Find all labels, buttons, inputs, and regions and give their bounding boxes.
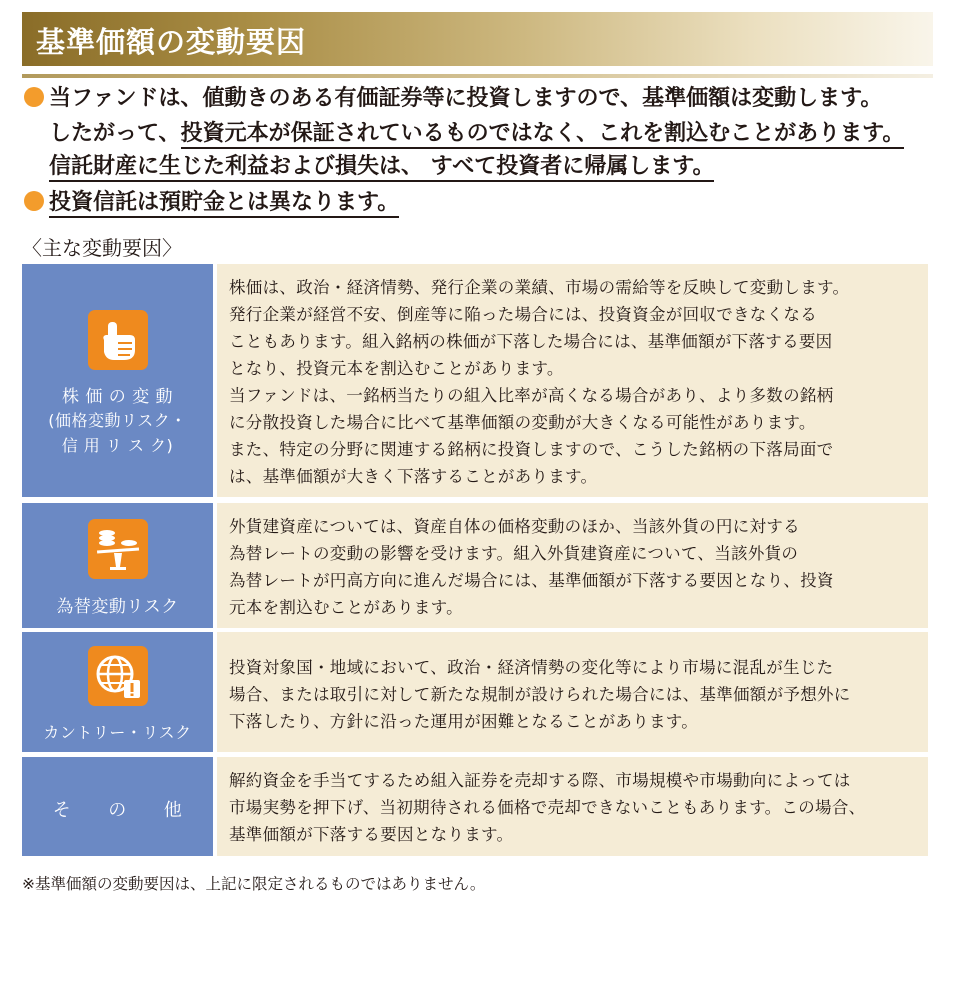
- risk-description-stock: 株価は、政治・経済情勢、発行企業の業績、市場の需給等を反映して変動します。 発行企業が経営不安、倒産等に陥った場合には、投資資金が回収できなくなる こともあります。組入銘柄の株価が下落した場合には、基準価額が下落する要因 となり、投資元本を割込むことがあります。 当ファンドは、一銘柄当たりの組入比率が高くなる場合があり、より多数の銘柄 に分散投資した場合に比べて基準価額の変動が大きくなる可能性があります。 また、特定の分野に関連する銘柄に投資しますので、こうした銘柄の下落局面で は、基準価額が大きく下落することがあります。: [229, 278, 850, 486]
- section-subheading: 〈主な変動要因〉: [22, 236, 182, 260]
- page-title: 基準価額の変動要因: [36, 25, 307, 59]
- risk-row-stock: [22, 264, 928, 497]
- risk-label-cell: [22, 264, 213, 497]
- risk-row-other: [22, 757, 928, 856]
- label-stock-line1: 株 価 の 変 動: [61, 387, 174, 407]
- bullet-dot-icon: [24, 191, 44, 211]
- risk-label-cell: [22, 632, 213, 752]
- risk-description-country: 投資対象国・地域において、政治・経済情勢の変化等により市場に混乱が生じた 場合、または取引に対して新たな規制が設けられた場合には、基準価額が予想外に 下落したり、方針に沿った運用が困難となることがあります。: [229, 658, 851, 731]
- intro-line-2: したがって、投資元本が保証されているものではなく、これを割込むことがあります。: [49, 119, 904, 149]
- intro-line-1: 当ファンドは、値動きのある有価証券等に投資しますので、基準価額は変動します。: [24, 84, 882, 114]
- risk-label-cell: [22, 503, 213, 628]
- risk-label-cell: [22, 757, 213, 856]
- bullet-dot-icon: [24, 87, 44, 107]
- pointing-hand-icon: [88, 310, 148, 370]
- risk-description-cell: [217, 632, 928, 752]
- guarantee-warning: 投資元本が保証されているものではなく、これを割込むことがあります。: [181, 121, 905, 149]
- risk-description-fx: 外貨建資産については、資産自体の価格変動のほか、当該外貨の円に対する 為替レートの変動の影響を受けます。組入外貨建資産について、当該外貨の 為替レートが円高方向に進んだ場合には、基準価額が下落する要因となり、投資 元本を割込むことがあります。: [229, 517, 834, 617]
- risk-description-cell: [217, 503, 928, 628]
- risk-description-cell: [217, 757, 928, 856]
- risk-description-cell: [217, 264, 928, 497]
- risk-row-country: [22, 632, 928, 752]
- label-fx: 為替変動リスク: [56, 597, 179, 617]
- risk-description-other: 解約資金を手当てするため組入証券を売却する際、市場規模や市場動向によっては 市場実勢を押下げ、当初期待される価格で売却できないこともあります。この場合、 基準価額が下落する要因となります。: [229, 771, 866, 844]
- header-underline: [22, 74, 933, 78]
- intro-line-3: 信託財産に生じた利益および損失は、 すべて投資者に帰属します。: [49, 152, 714, 182]
- intro-line-4: 投資信託は預貯金とは異なります。: [24, 188, 399, 218]
- label-stock-line3: 信 用 リ ス ク): [61, 436, 174, 455]
- coin-balance-icon: [88, 519, 148, 579]
- footnote: ※基準価額の変動要因は、上記に限定されるものではありません。: [22, 875, 486, 893]
- globe-warning-icon: [88, 646, 148, 706]
- label-stock-line2: (価格変動リスク・: [48, 411, 187, 430]
- risk-row-fx: [22, 503, 928, 628]
- label-country: カントリー・リスク: [43, 723, 192, 742]
- label-other: そ の 他: [52, 800, 183, 821]
- section-header: [22, 12, 933, 66]
